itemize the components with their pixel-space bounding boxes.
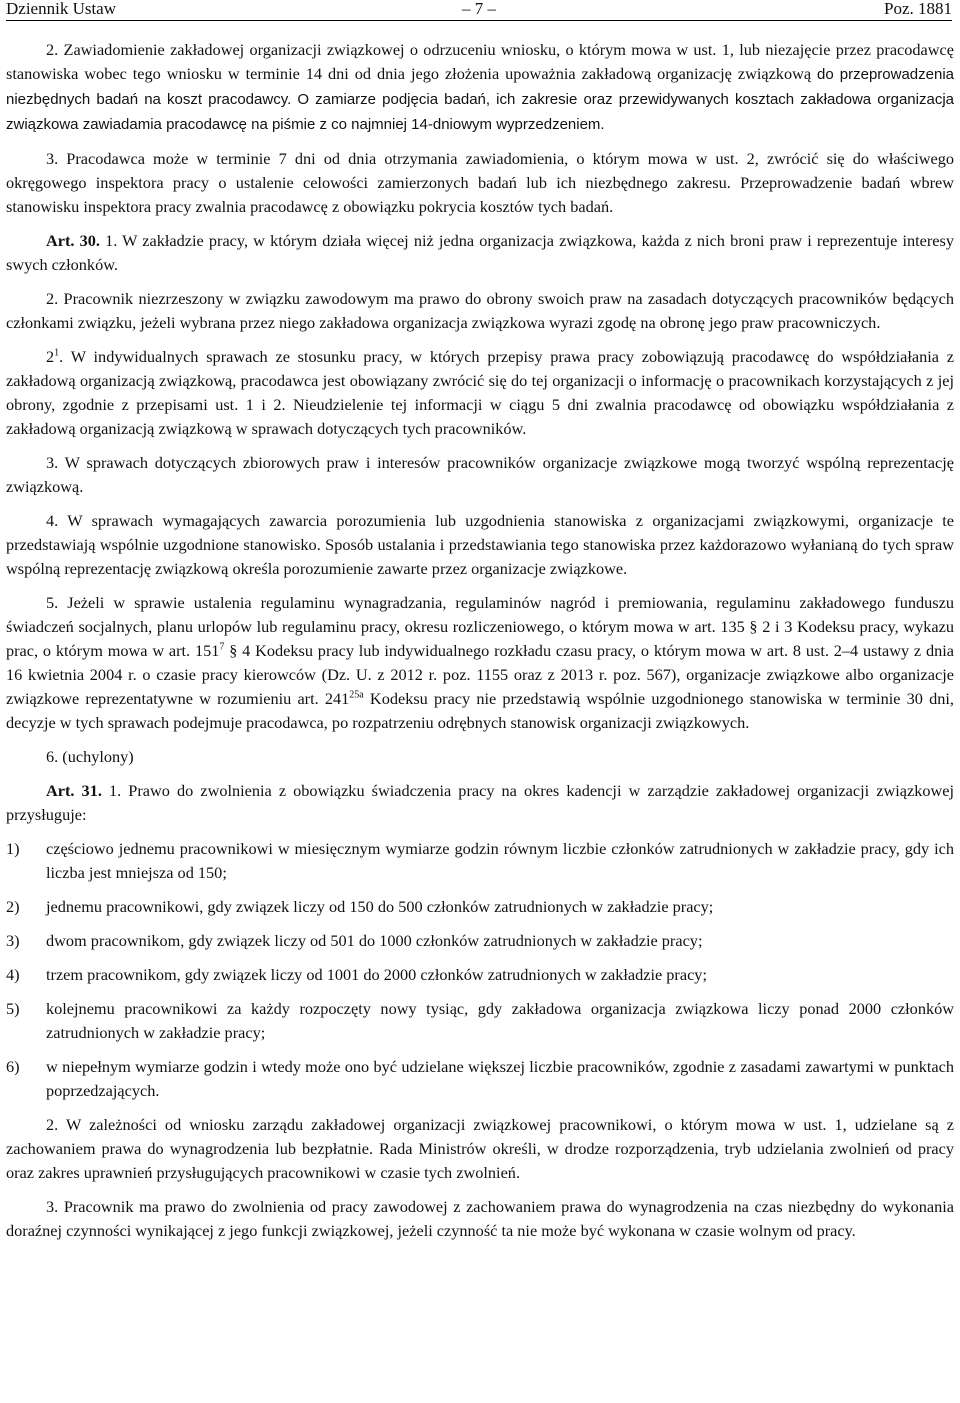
numbered-list (6, 837, 954, 1103)
journal-title: Dziennik Ustaw (6, 0, 117, 18)
page-header (6, 0, 952, 21)
list-item: 5) kolejnemu pracownikowi za każdy rozpoczęty nowy tysiąc, gdy zakładowa organizacja związkowa liczy ponad 2000 członków zatrudnionych w zakładzie pracy; (6, 999, 954, 1042)
item-number: Poz. 1881 (884, 0, 952, 18)
list-item: 3) dwom pracownikom, gdy związek liczy od 501 do 1000 członków zatrudnionych w zakładzie pracy; (6, 931, 703, 950)
paragraph: 2. Pracownik niezrzeszony w związku zawodowym ma prawo do obrony swoich praw na zasadach dotyczących pracowników będących członkami związku, jeżeli wybrana przez niego zakładowa organizacja związkowa wyrazi zgodę na obronę jego praw pracowniczych. (6, 289, 954, 332)
article-31: Art. 31. 1. Prawo do zwolnienia z obowiązku świadczenia pracy na okres kadencji w zarządzie zakładowej organizacji związkowej przysługuje: (6, 781, 954, 824)
list-item: 1) częściowo jednemu pracownikowi w miesięcznym wymiarze godzin równym liczbie członków zatrudnionych w zakładzie pracy, gdy ich liczba jest mniejsza od 150; (6, 839, 954, 882)
list-item: 6) w niepełnym wymiarze godzin i wtedy może ono być udzielane większej liczbie pracowników, zgodnie z zasadami zawartymi w punktach poprzedzających. (6, 1057, 954, 1100)
paragraph: 3. W sprawach dotyczących zbiorowych praw i interesów pracowników organizacje związkowe mogą tworzyć wspólną reprezentację związkową. (6, 453, 954, 496)
document-body (6, 38, 954, 1253)
paragraph: 3. Pracownik ma prawo do zwolnienia od pracy zawodowej z zachowaniem prawa do wynagrodzenia na czas niezbędny do wykonania doraźnej czynności wynikającej z jego funkcji związkowej, jeżeli czynność ta nie może być wykonana w czasie wolnym od pracy. (6, 1197, 954, 1240)
list-item: 2) jednemu pracownikowi, gdy związek liczy od 150 do 500 członków zatrudnionych w zakładzie pracy; (6, 897, 714, 916)
article-label: Art. 30. (46, 231, 100, 250)
paragraph: 5. Jeżeli w sprawie ustalenia regulaminu wynagradzania, regulaminów nagród i premiowania, regulaminu zakładowego funduszu świadczeń socjalnych, planu urlopów lub regulaminu pracy, okresu rozliczeniowego, o którym mowa w art. 135 § 2 i 3 Kodeksu pracy, wykazu prac, o którym mowa w art. $151^7$ § 4 Kodeksu pracy lub indywidualnego rozkładu czasu pracy, o którym mowa w art. 8 ust. 2–4 ustawy z dnia 16 kwietnia 2004 r. o czasie pracy kierowców (Dz. U. z 2012 r. poz. 1155 oraz z 2013 r. poz. 567), organizacje związkowe albo organizacje związkowe reprezentatywne w rozumieniu art. $241^{25a}$ Kodeksu pracy nie przedstawią wspólnie uzgodnionego stanowiska w terminie 30 dni, decyzje w tych sprawach podejmuje pracodawca, po rozpatrzeniu odrębnych stanowisk organizacji związkowych. (6, 593, 955, 732)
paragraph: 2. Zawiadomienie zakładowej organizacji związkowej o odrzuceniu wniosku, o którym mowa w ust. 1, lub niezajęcie przez pracodawcę stanowiska wobec tego wniosku w terminie 14 dni od dnia jego złożenia upoważnia zakładową organizację związkową do przeprowadzenia niezbędnych badań na koszt pracodawcy. O zamiarze podjęcia badań, ich zakresie oraz przewidywanych kosztach zakładowa organizacja związkowa zawiadamia pracodawcę na piśmie z co najmniej 14-dniowym wyprzedzeniem. (6, 40, 954, 133)
paragraph: 4. W sprawach wymagających zawarcia porozumienia lub uzgodnienia stanowiska z organizacjami związkowymi, organizacje te przedstawiają wspólnie uzgodnione stanowisko. Sposób ustalania i przedstawiania tego stanowiska przez każdorazowo wyłanianą do tych spraw wspólną reprezentację związkową określa porozumienie zawarte przez organizacje związkowe. (6, 511, 954, 578)
paragraph: $2^1$. W indywidualnych sprawach ze stosunku pracy, w których przepisy prawa pracy zobowiązują pracodawcę do współdziałania z zakładową organizacją związkową, pracodawca jest obowiązany zwrócić się do tej organizacji o informację o pracownikach korzystających z jej obrony, zgodnie z przepisami ust. 1 i 2. Nieudzielenie tej informacji w ciągu 5 dni zwalnia pracodawcę od obowiązku współdziałania z zakładową organizacją związkową w sprawach dotyczących tych pracowników. (6, 347, 954, 438)
paragraph: 6. (uchylony) (46, 747, 134, 766)
page-number: – 7 – (462, 0, 496, 18)
list-item: 4) trzem pracownikom, gdy związek liczy od 1001 do 2000 członków zatrudnionych w zakładzie pracy; (6, 965, 707, 984)
article-label: Art. 31. (46, 781, 102, 800)
paragraph: 3. Pracodawca może w terminie 7 dni od dnia otrzymania zawiadomienia, o którym mowa w ust. 2, zwrócić się do właściwego okręgowego inspektora pracy o ustalenie celowości zamierzonych badań lub ich niezbędnego zakresu. Przeprowadzenie badań wbrew stanowisku inspektora pracy zwalnia pracodawcę z obowiązku pokrycia kosztów tych badań. (6, 149, 954, 216)
article-30: Art. 30. 1. W zakładzie pracy, w którym działa więcej niż jedna organizacja związkowa, każda z nich broni praw i reprezentuje interesy swych członków. (6, 231, 954, 274)
paragraph: 2. W zależności od wniosku zarządu zakładowej organizacji związkowej pracownikowi, o którym mowa w ust. 1, udzielane są z zachowaniem prawa do wynagrodzenia lub bezpłatnie. Rada Ministrów określi, w drodze rozporządzenia, tryb udzielania zwolnień od pracy oraz zakres uprawnień przysługujących pracownikowi w czasie tych zwolnień. (6, 1115, 954, 1182)
